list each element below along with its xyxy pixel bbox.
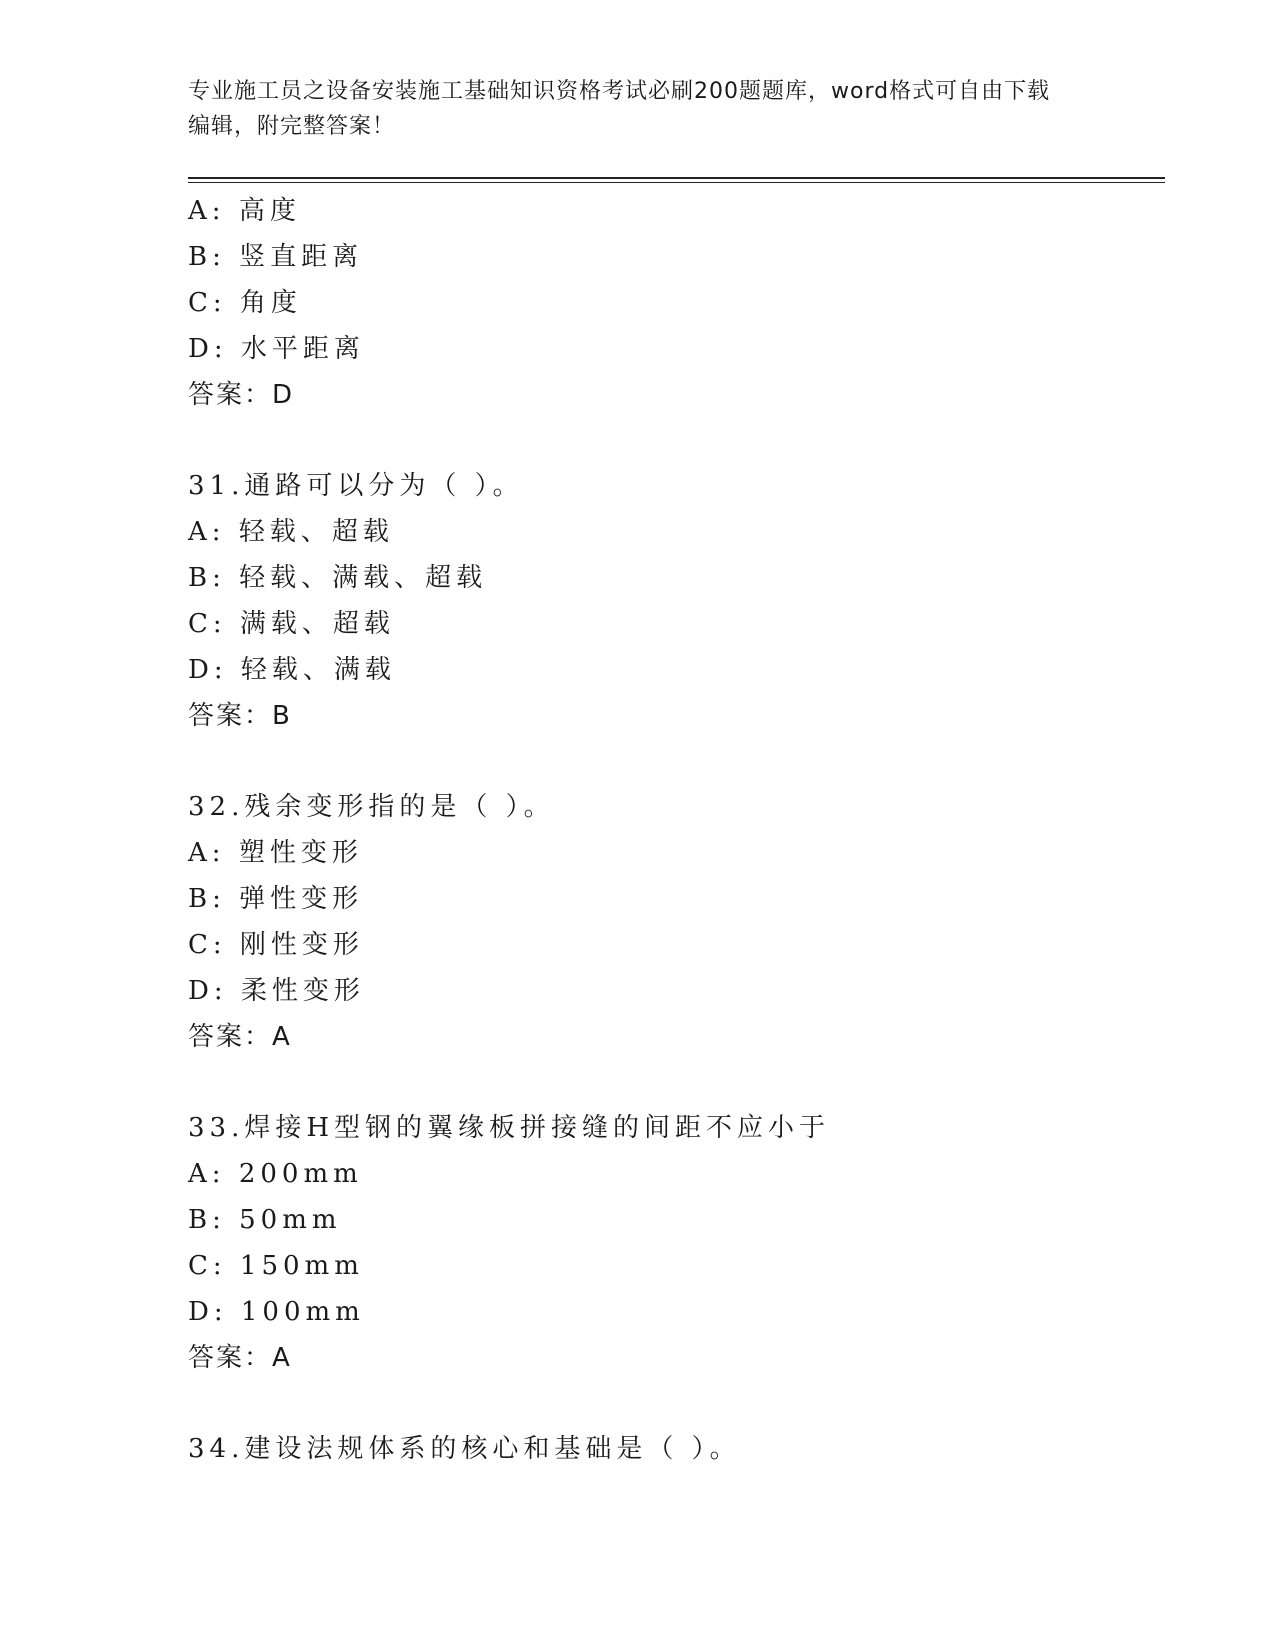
option-label: D: (188, 655, 228, 685)
option-label: C: (188, 288, 227, 318)
option-label: A: (188, 1159, 226, 1189)
option-label: D: (188, 1297, 228, 1327)
question-stem: 31.通路可以分为（ ）。 (188, 471, 524, 501)
option-text: 水平距离 (240, 334, 365, 364)
option-label: D: (188, 334, 228, 364)
question-block-31 (188, 463, 1168, 739)
option-d (188, 968, 1168, 1014)
option-d (188, 1289, 1168, 1335)
option-text: 竖直距离 (239, 242, 364, 272)
option-label: C: (188, 609, 227, 639)
option-b (188, 1197, 1168, 1243)
option-c (188, 1243, 1168, 1289)
option-d (188, 647, 1168, 693)
option-text: 塑性变形 (238, 838, 363, 868)
option-text: 高度 (238, 196, 301, 226)
option-c (188, 922, 1168, 968)
question-block-33 (188, 1105, 1168, 1381)
option-label: A: (188, 517, 226, 547)
option-b (188, 234, 1168, 280)
answer-line: 答案：A (188, 1343, 292, 1373)
option-label: B: (188, 1205, 226, 1235)
option-label: A: (188, 196, 226, 226)
option-label: A: (188, 838, 226, 868)
question-stem: 34.建设法规体系的核心和基础是（ ）。 (188, 1434, 741, 1464)
option-text: 50mm (239, 1205, 342, 1235)
question-stem: 32.残余变形指的是（ ）。 (188, 792, 555, 822)
option-b (188, 876, 1168, 922)
option-label: D: (188, 976, 228, 1006)
option-text: 轻载、超载 (238, 517, 394, 547)
option-a (188, 188, 1168, 234)
option-text: 轻载、满载、超载 (239, 563, 488, 593)
answer-line: 答案：D (188, 380, 295, 410)
option-text: 弹性变形 (239, 884, 364, 914)
question-content (188, 188, 1168, 1472)
option-label: C: (188, 930, 227, 960)
option-c (188, 280, 1168, 326)
option-b (188, 555, 1168, 601)
option-c (188, 601, 1168, 647)
option-a (188, 830, 1168, 876)
option-text: 满载、超载 (239, 609, 395, 639)
answer-line: 答案：B (188, 701, 292, 731)
option-a (188, 509, 1168, 555)
option-label: B: (188, 563, 226, 593)
header-rule-thin (188, 182, 1165, 183)
document-header: 专业施工员之设备安装施工基础知识资格考试必刷200题题库，word格式可自由下载编辑，附完整答案！ (188, 79, 1051, 139)
option-text: 轻载、满载 (240, 655, 396, 685)
question-block-34 (188, 1426, 1168, 1472)
option-text: 角度 (239, 288, 302, 318)
option-label: B: (188, 242, 226, 272)
question-stem: 33.焊接H型钢的翼缘板拼接缝的间距不应小于 (188, 1113, 831, 1143)
question-block-32 (188, 784, 1168, 1060)
option-a (188, 1151, 1168, 1197)
option-text: 柔性变形 (240, 976, 365, 1006)
option-text: 200mm (238, 1159, 363, 1189)
option-text: 刚性变形 (239, 930, 364, 960)
option-d (188, 326, 1168, 372)
option-text: 100mm (240, 1297, 365, 1327)
header-rule-thick (188, 177, 1165, 179)
option-label: B: (188, 884, 226, 914)
answer-line: 答案：A (188, 1022, 292, 1052)
option-label: C: (188, 1251, 227, 1281)
option-text: 150mm (239, 1251, 364, 1281)
question-block-prev (188, 188, 1168, 418)
